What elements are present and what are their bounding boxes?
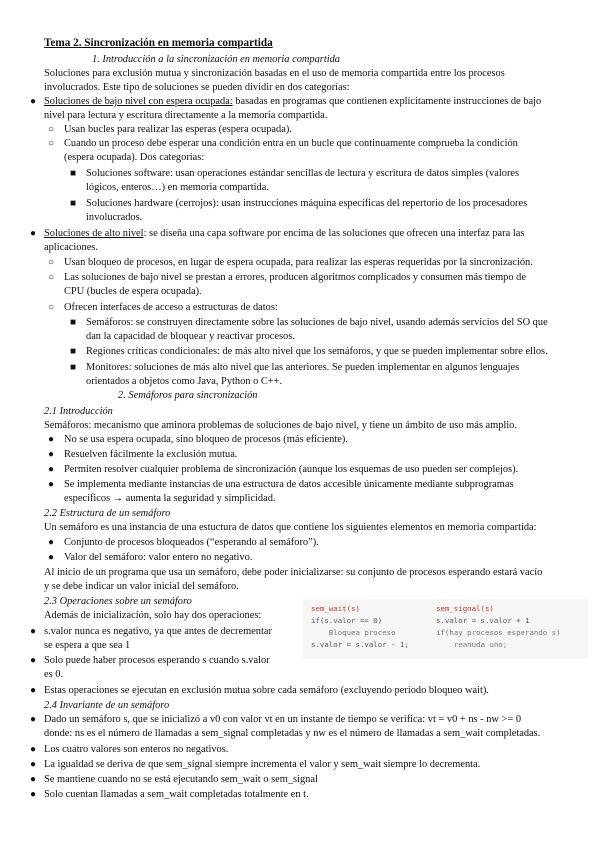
hardware-solutions-2: involucrados.: [86, 212, 143, 223]
bullet-square: ■: [70, 362, 77, 373]
s21-bullet-4b: específicos → aumenta la seguridad y simplicidad.: [64, 493, 276, 504]
code-snippet: [303, 599, 588, 659]
high-sub-2a: Las soluciones de bajo nivel se prestan a errores, producen algoritmos complicados y consumen más tiempo de: [64, 272, 526, 283]
bullet-disc: ●: [48, 449, 55, 460]
code-wait-if: if(s.valor == 0): [311, 616, 383, 625]
document-title: Tema 2. Sincronización en memoria compartida: [44, 37, 273, 49]
s23-bullet-2a: Solo puede haber procesos esperando s cuando s.valor: [44, 655, 270, 666]
s22-bullet-1: Conjunto de procesos bloqueados (“esperando al semáforo”).: [64, 537, 319, 548]
bullet-disc: ●: [48, 479, 55, 490]
section-2-2-heading: 2.2 Estructura de un semáforo: [44, 508, 171, 519]
s24-bullet-4: Se mantiene cuando no se está ejecutando sem_wait o sem_signal: [44, 774, 318, 785]
high-sub-2b: CPU (bucles de espera ocupada).: [64, 286, 202, 297]
s24-bullet-1a: Dado un semáforo s, que se inicializó a v0 con valor vt en un instante de tiempo se verifica: vt = v0 + ns - nw >= 0: [44, 714, 522, 725]
monitors-item-2: orientados a objetos como Java, Python o C++.: [86, 376, 283, 387]
busy-sub-2a: Cuando un proceso debe esperar una condición entra en un bucle que continuamente comprueba la condición: [64, 138, 518, 149]
section-2-4-heading: 2.4 Invariante de un semáforo: [44, 700, 170, 711]
code-wait-block: Bloquea proceso: [311, 628, 396, 637]
bullet-disc: ●: [48, 464, 55, 475]
s24-bullet-1b: donde: ns es el número de llamadas a sem_signal completadas y nw es el número de llamadas a sem_wait completadas.: [44, 728, 541, 739]
busy-sub-2b: (espera ocupada). Dos categorías:: [64, 152, 205, 163]
high-sub-3: Ofrecen interfaces de acceso a estructuras de datos:: [64, 302, 278, 313]
bullet-circle: ○: [48, 257, 55, 268]
bullet-square: ■: [70, 168, 77, 179]
bullet-square: ■: [70, 346, 77, 357]
busy-wait-line-1: Soluciones de bajo nivel con espera ocupada: basadas en programas que contienen explícitamente instrucciones de bajo: [44, 96, 542, 107]
section-1-heading: 1. Introducción a la sincronización en memoria compartida: [92, 54, 340, 65]
s24-bullet-5: Solo cuentan llamadas a sem_wait completadas totalmente en t.: [44, 789, 309, 800]
code-signal-resume: reanuda uno;: [436, 640, 508, 649]
section-2-heading: 2. Semáforos para sincronización: [118, 390, 258, 401]
bullet-disc: ●: [30, 759, 37, 770]
section-2-1-text: Semáforos: mecanismo que aminora problemas de soluciones de bajo nivel, y tiene un ámbito de uso más amplio.: [44, 420, 517, 431]
s24-bullet-3: La igualdad se deriva de que sem_signal siempre incrementa el valor y sem_wait siempre lo decrementa.: [44, 759, 481, 770]
high-sub-1: Usan bloqueo de procesos, en lugar de espera ocupada, para realizar las esperas requeridas por la sincronización.: [64, 257, 533, 268]
critical-regions-item: Regiones críticas condicionales: de más alto nivel que los semáforos, y que se pueden implementar sobre ellos.: [86, 346, 548, 357]
intro-line-2: involucrados. Este tipo de soluciones se pueden dividir en dos categorías:: [44, 82, 350, 93]
busy-wait-label: Soluciones de bajo nivel con espera ocupada:: [44, 96, 233, 107]
s21-bullet-4a: Se implementa mediante instancias de una estructura de datos accesible únicamente mediante subprogramas: [64, 479, 514, 490]
section-2-3-text: Además de inicialización, solo hay dos operaciones:: [44, 610, 262, 621]
s23-bullet-3: Estas operaciones se ejecutan en exclusión mutua sobre cada semáforo (excluyendo periodo bloqueo wait).: [44, 685, 489, 696]
section-2-3-heading: 2.3 Operaciones sobre un semáforo: [44, 596, 192, 607]
bullet-disc: ●: [30, 744, 37, 755]
bullet-circle: ○: [48, 124, 55, 135]
section-2-2-text: Un semáforo es una instancia de una estuctura de datos que contiene los siguientes elementos en memoria compartida:: [44, 522, 537, 533]
bullet-square: ■: [70, 317, 77, 328]
code-sem-signal: sem_signal(s): [436, 604, 494, 613]
bullet-circle: ○: [48, 272, 55, 283]
hardware-solutions-1: Soluciones hardware (cerrojos): usan instrucciones máquina específicas del repertorio de los procesadores: [86, 198, 528, 209]
section-2-1-heading: 2.1 Introducción: [44, 406, 113, 417]
bullet-disc: ●: [30, 228, 37, 239]
bullet-circle: ○: [48, 138, 55, 149]
bullet-disc: ●: [30, 96, 37, 107]
code-sem-wait: sem_wait(s): [311, 604, 360, 613]
high-level-line-1: Soluciones de alto nivel: se diseña una capa software por encima de las soluciones que ofrecen una interfaz para las: [44, 228, 525, 239]
s23-bullet-1a: s.valor nunca es negativo, ya que antes de decrementar: [44, 626, 272, 637]
bullet-square: ■: [70, 198, 77, 209]
s22-after-1: Al inicio de un programa que usa un semáforo, debe poder inicializarse: su conjunto de procesos esperando estará vacío: [44, 567, 543, 578]
bullet-disc: ●: [30, 626, 37, 637]
software-solutions-2: lógicos, enteros…) en memoria compartida.: [86, 182, 269, 193]
code-wait-decrement: s.valor = s.valor - 1;: [311, 640, 409, 649]
high-level-label: Soluciones de alto nivel: [44, 228, 144, 239]
semaphores-item-1: Semáforos: se construyen directamente sobre las soluciones de bajo nivel, usando además servicios del SO que: [86, 317, 548, 328]
s21-bullet-2: Resuelven fácilmente la exclusión mutua.: [64, 449, 238, 460]
bullet-disc: ●: [30, 655, 37, 666]
s23-bullet-1b: se espera a que sea 1: [44, 640, 131, 651]
bullet-disc: ●: [30, 789, 37, 800]
bullet-disc: ●: [48, 552, 55, 563]
bullet-disc: ●: [30, 774, 37, 785]
s22-after-2: y se debe indicar un valor inicial del semáforo.: [44, 581, 239, 592]
code-signal-increment: s.valor = s.valor + 1: [436, 616, 530, 625]
software-solutions-1: Soluciones software: usan operaciones estándar sencillas de lectura y escritura de datos simples (valores: [86, 168, 520, 179]
intro-line-1: Soluciones para exclusión mutua y sincronización basadas en el uso de memoria compartida entre los procesos: [44, 68, 505, 79]
bullet-circle: ○: [48, 302, 55, 313]
bullet-disc: ●: [30, 685, 37, 696]
bullet-disc: ●: [48, 537, 55, 548]
high-level-line-2: aplicaciones.: [44, 242, 98, 253]
s21-bullet-3: Permiten resolver cualquier problema de sincronización (aunque los esquemas de uso pueden ser complejos).: [64, 464, 519, 475]
busy-sub-1: Usan bucles para realizar las esperas (espera ocupada).: [64, 124, 292, 135]
semaphores-item-2: dan la capacidad de bloquear y reactivar procesos.: [86, 331, 295, 342]
s22-bullet-2: Valor del semáforo: valor entero no negativo.: [64, 552, 253, 563]
bullet-disc: ●: [30, 714, 37, 725]
bullet-disc: ●: [48, 434, 55, 445]
s21-bullet-1: No se usa espera ocupada, sino bloqueo de procesos (más eficiente).: [64, 434, 348, 445]
s24-bullet-2: Los cuatro valores son enteros no negativos.: [44, 744, 229, 755]
busy-wait-line-2: nivel para lectura y escritura directamente a la memoria compartida.: [44, 110, 328, 121]
monitors-item-1: Monitores: soluciones de más alto nivel que las anteriores. Se pueden implementar en algunos lenguajes: [86, 362, 520, 373]
s23-bullet-2b: es 0.: [44, 669, 64, 680]
code-signal-if: if(hay procesos esperando s): [436, 628, 561, 637]
